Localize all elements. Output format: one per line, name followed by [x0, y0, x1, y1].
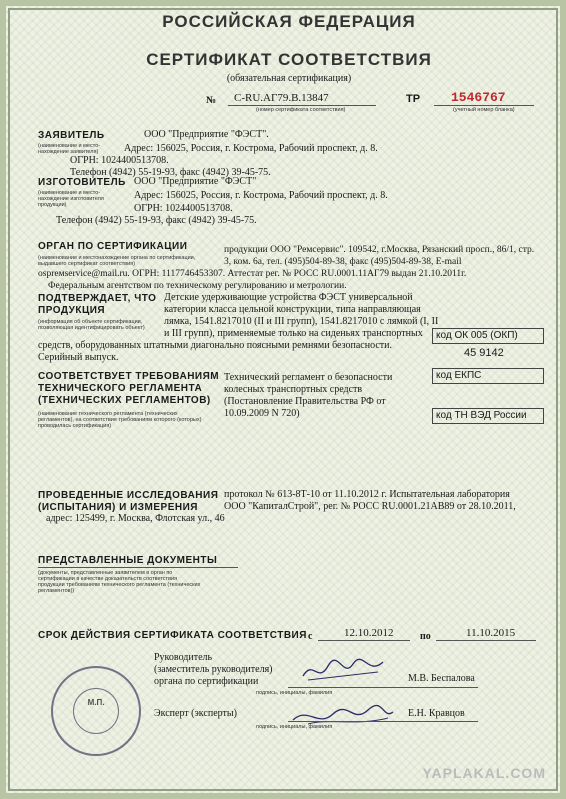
- product-hint: (информация об объекте сертификации, позволяющая идентифицировать объект): [38, 319, 145, 331]
- product-line-4: и III групп), применяемые только на сиденьях транспортных: [164, 328, 423, 339]
- applicant-phone: Телефон (4942) 55-19-93, факс (4942) 39-45-75.: [70, 167, 271, 178]
- expert-signature-caption: подпись, инициалы, фамилия: [256, 724, 333, 730]
- head-title-3: органа по сертификации: [154, 676, 259, 687]
- header-title-certificate: СЕРТИФИКАТ СООТВЕТСТВИЯ: [146, 50, 432, 69]
- applicant-ogrn: ОГРН: 1024400513708.: [70, 155, 169, 166]
- certificate-number: C-RU.АГ79.В.13847: [234, 92, 329, 104]
- validity-from-date: 12.10.2012: [344, 627, 394, 639]
- expert-name: Е.Н. Кравцов: [408, 708, 465, 719]
- header-subtitle: (обязательная сертификация): [226, 73, 352, 84]
- applicant-address: Адрес: 156025, Россия, г. Кострома, Рабочий проспект, д. 8.: [124, 143, 378, 154]
- head-name: М.В. Беспалова: [408, 673, 475, 684]
- applicant-hint: (наименование и место-нахождение заявителя): [38, 143, 101, 155]
- validity-to-word: по: [420, 631, 431, 642]
- tnved-code-label: код ТН ВЭД России: [432, 408, 544, 424]
- organ-label: ОРГАН ПО СЕРТИФИКАЦИИ: [38, 241, 188, 252]
- conformity-label-2: ТЕХНИЧЕСКОГО РЕГЛАМЕНТА: [38, 383, 203, 394]
- ekps-code-label: код ЕКПС: [432, 368, 544, 384]
- okp-code-value: 45 9142: [464, 347, 504, 359]
- product-line-3: лямка, 1541.8217010 (II и III групп), 1541.8217010 с лямкой (I, II: [164, 316, 439, 327]
- manufacturer-label: ИЗГОТОВИТЕЛЬ: [38, 177, 126, 188]
- certificate-number-caption: (номер сертификата соответствия): [256, 107, 346, 113]
- tests-line-3: адрес: 125499, г. Москва, Флотская ул., 46: [46, 513, 225, 524]
- number-sign: №: [206, 95, 217, 106]
- product-line-5: средств, оборудованных штатными диагонально поясными ремнями безопасности.: [38, 340, 392, 351]
- applicant-label: ЗАЯВИТЕЛЬ: [38, 130, 105, 141]
- product-line-6: Серийный выпуск.: [38, 352, 119, 363]
- organ-line-2: 3, ком. 6а, тел. (495)504-89-38, факс (495)504-89-38, E-mail: [224, 257, 462, 267]
- conformity-line-3: (Постановление Правительства РФ от: [224, 396, 386, 407]
- manufacturer-ogrn: ОГРН: 1024400513708.: [134, 203, 233, 214]
- validity-to-date: 11.10.2015: [466, 627, 516, 639]
- organ-hint: (наименование и местонахождение органа по сертификации, выдавшего сертификат соответствия): [38, 255, 196, 267]
- conformity-line-1: Технический регламент о безопасности: [224, 372, 393, 383]
- watermark: YAPLAKAL.COM: [422, 765, 546, 781]
- tests-label-1: ПРОВЕДЕННЫЕ ИССЛЕДОВАНИЯ: [38, 490, 219, 501]
- organ-line-1: продукции ООО "Ремсервис". 109542, г.Москва, Рязанский просп., 86/1, стр.: [224, 245, 535, 255]
- organ-seal-icon: [51, 666, 141, 756]
- applicant-name: ООО "Предприятие "ФЭСТ".: [144, 129, 269, 140]
- tp-label: ТР: [406, 93, 421, 105]
- product-label-2: ПРОДУКЦИЯ: [38, 305, 106, 316]
- okp-code-label: код ОК 005 (ОКП): [432, 328, 544, 344]
- manufacturer-name: ООО "Предприятие "ФЭСТ": [134, 176, 257, 187]
- header-title-country: РОССИЙСКАЯ ФЕДЕРАЦИЯ: [162, 12, 416, 31]
- product-line-2: категории класса цельной конструкции, типа направляющая: [164, 304, 421, 315]
- head-title-2: (заместитель руководителя): [154, 664, 273, 675]
- head-title-1: Руководитель: [154, 652, 213, 663]
- product-line-1: Детские удерживающие устройства ФЭСТ универсальной: [164, 292, 413, 303]
- manufacturer-hint: (наименование и место-нахождение изготовителя продукции): [38, 190, 104, 208]
- tests-line-1: протокол № 613-8Т-10 от 11.10.2012 г. Испытательная лаборатория: [224, 489, 510, 500]
- conformity-hint: (наименование технического регламента (технических регламентов), на соответствие требованиям которого (которых) проводилась сертификация): [38, 411, 202, 429]
- conformity-line-4: 10.09.2009 N 720): [224, 408, 300, 419]
- product-label-1: ПОДТВЕРЖДАЕТ, ЧТО: [38, 293, 157, 304]
- seal-mp-label: М.П.: [87, 698, 105, 707]
- tests-label-2: (ИСПЫТАНИЯ) И ИЗМЕРЕНИЯ: [38, 502, 198, 513]
- organ-line-4: Федеральным агентством по техническому регулированию и метрологии.: [48, 281, 347, 291]
- conformity-line-2: колесных транспортных средств: [224, 384, 363, 395]
- manufacturer-phone: Телефон (4942) 55-19-93, факс (4942) 39-45-75.: [56, 215, 257, 226]
- expert-title: Эксперт (эксперты): [154, 708, 237, 719]
- blank-number-caption: (учетный номер бланка): [453, 107, 515, 113]
- documents-label: ПРЕДСТАВЛЕННЫЕ ДОКУМЕНТЫ: [38, 555, 218, 566]
- conformity-label-1: СООТВЕТСТВУЕТ ТРЕБОВАНИЯМ: [38, 371, 220, 382]
- validity-from-word: с: [308, 631, 313, 642]
- head-signature-icon: [298, 654, 388, 684]
- conformity-label-3: (ТЕХНИЧЕСКИХ РЕГЛАМЕНТОВ): [38, 395, 211, 406]
- manufacturer-address: Адрес: 156025, Россия, г. Кострома, Рабочий проспект, д. 8.: [134, 190, 388, 201]
- tests-line-2: ООО "КапиталСтрой", рег. № РОСС RU.0001.21АВ89 от 28.10.2011,: [224, 501, 516, 512]
- head-signature-caption: подпись, инициалы, фамилия: [256, 690, 333, 696]
- organ-line-3: osprемservice@mail.ru. ОГРН: 1117746453307. Аттестат рег. № РОСС RU.0001.11АГ79 выдан 21.10.2011г.: [38, 269, 467, 279]
- documents-hint: (документы, представленные заявителем в орган по сертификации в качестве доказательств соответствия продукции требованиям технического регламента (технических регламентов)): [38, 570, 201, 594]
- validity-label: СРОК ДЕЙСТВИЯ СЕРТИФИКАТА СООТВЕТСТВИЯ: [38, 630, 307, 641]
- blank-number: 1546767: [451, 90, 506, 105]
